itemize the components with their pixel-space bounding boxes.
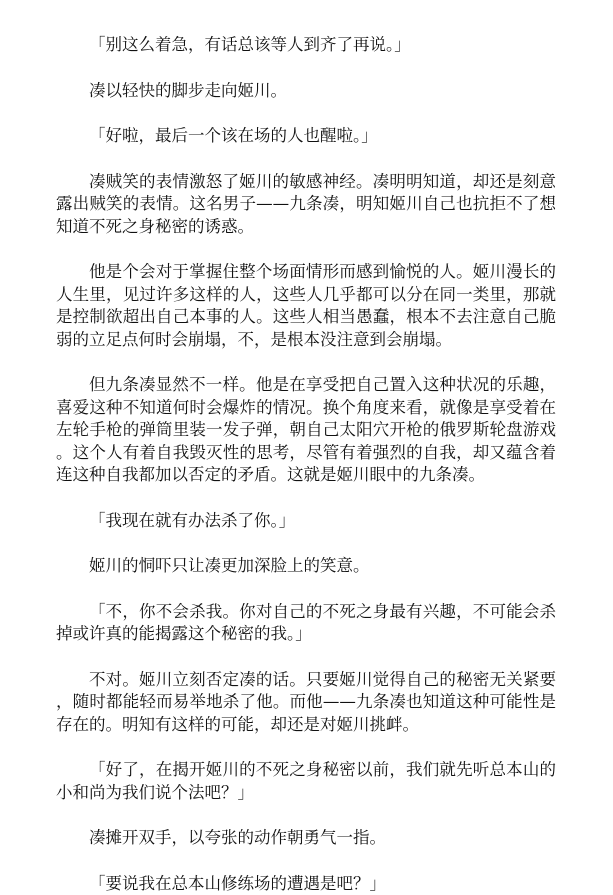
paragraph: 「别这么着急，有话总该等人到齐了再说。」 <box>56 34 556 57</box>
paragraph: 凑摊开双手，以夸张的动作朝勇气一指。 <box>56 827 556 850</box>
paragraph: 不对。姬川立刻否定凑的话。只要姬川觉得自己的秘密无关紧要，随时都能轻而易举地杀了他。而他——九条凑也知道这种可能性是存在的。明知有这样的可能，却还是对姬川挑衅。 <box>56 669 556 737</box>
paragraph: 「我现在就有办法杀了你。」 <box>56 510 556 533</box>
paragraph: 但九条凑显然不一样。他是在享受把自己置入这种状况的乐趣，喜爱这种不知道何时会爆炸的情况。换个角度来看，就像是享受着在左轮手枪的弹筒里装一发子弹，朝自己太阳穴开枪的俄罗斯轮盘游戏。这个人有着自我毁灭性的思考，尽管有着强烈的自我，却又蕴含着连这种自我都加以否定的矛盾。这就是姬川眼中的九条凑。 <box>56 374 556 487</box>
body-text <box>56 34 556 895</box>
paragraph: 「不，你不会杀我。你对自己的不死之身最有兴趣，不可能会杀掉或许真的能揭露这个秘密的我。」 <box>56 601 556 646</box>
paragraph: 他是个会对于掌握住整个场面情形而感到愉悦的人。姬川漫长的人生里，见过许多这样的人，这些人几乎都可以分在同一类里，那就是控制欲超出自己本事的人。这些人相当愚蠢，根本不去注意自己脆弱的立足点何时会崩塌，不，是根本没注意到会崩塌。 <box>56 261 556 351</box>
paragraph: 「好啦，最后一个该在场的人也醒啦。」 <box>56 125 556 148</box>
paragraph: 「要说我在总本山修练场的遭遇是吧？」 <box>56 873 556 895</box>
paragraph: 凑贼笑的表情激怒了姬川的敏感神经。凑明明知道，却还是刻意露出贼笑的表情。这名男子——九条凑，明知姬川自己也抗拒不了想知道不死之身秘密的诱惑。 <box>56 171 556 239</box>
paragraph: 「好了，在揭开姬川的不死之身秘密以前，我们就先听总本山的小和尚为我们说个法吧？」 <box>56 759 556 804</box>
paragraph: 姬川的恫吓只让凑更加深脸上的笑意。 <box>56 555 556 578</box>
paragraph: 凑以轻快的脚步走向姬川。 <box>56 80 556 103</box>
